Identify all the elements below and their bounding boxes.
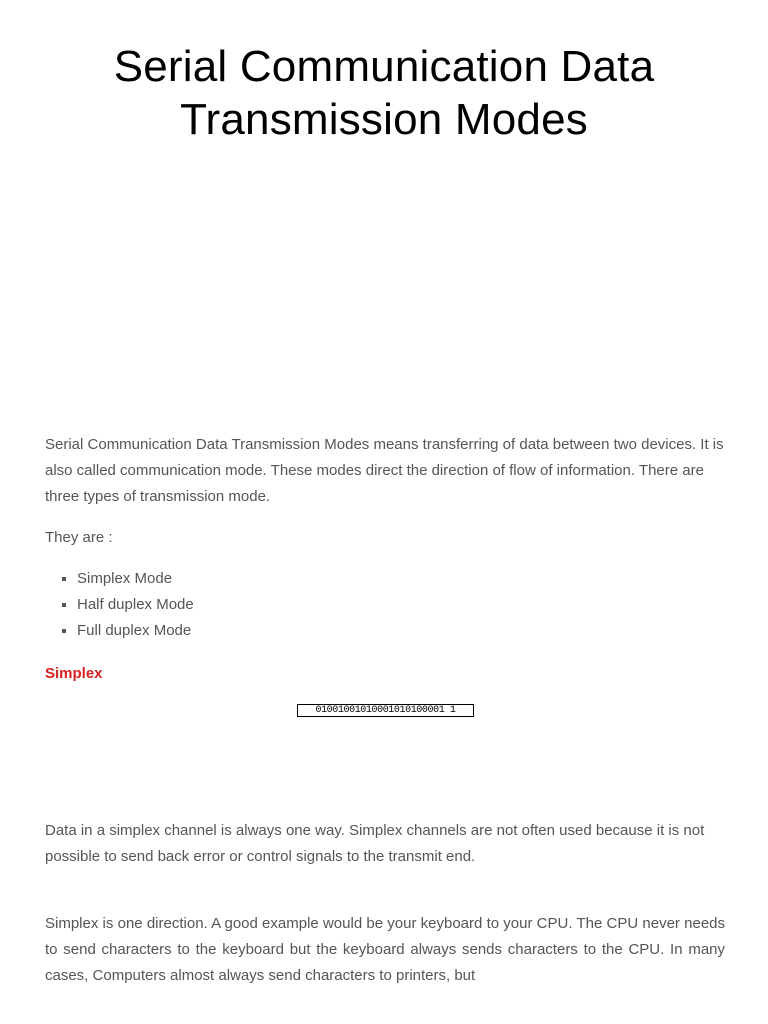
list-item	[45, 592, 725, 618]
they-are-paragraph: They are :	[45, 529, 113, 546]
simplex-paragraph-2: Simplex is one direction. A good example would be your keyboard to your CPU. The CPU never needs to send characters to the keyboard but the keyboard always sends characters to the CPU. In many cases, Computers almost always send characters to printers, but	[45, 915, 725, 984]
list-item	[45, 566, 725, 592]
list-item-label: Simplex Mode	[77, 570, 173, 587]
simplex-paragraph-1: Data in a simplex channel is always one way. Simplex channels are not often used because it is not possible to send back error or control signals to the transmit end.	[45, 822, 705, 865]
simplex-heading: Simplex	[45, 665, 103, 682]
page-title: Serial Communication Data Transmission Modes	[113, 42, 655, 144]
list-item-label: Half duplex Mode	[77, 596, 194, 613]
list-item	[45, 618, 725, 644]
simplex-bitstream-figure: 01001001010001010100001 1	[297, 704, 474, 717]
intro-paragraph: Serial Communication Data Transmission Modes means transferring of data between two devices. It is also called communication mode. These modes direct the direction of flow of information. There are three types of transmission mode.	[45, 436, 724, 505]
square-bullet-icon	[62, 603, 66, 607]
square-bullet-icon	[62, 577, 66, 581]
list-item-label: Full duplex Mode	[77, 622, 192, 639]
transmission-modes-list	[45, 566, 725, 644]
square-bullet-icon	[62, 629, 66, 633]
